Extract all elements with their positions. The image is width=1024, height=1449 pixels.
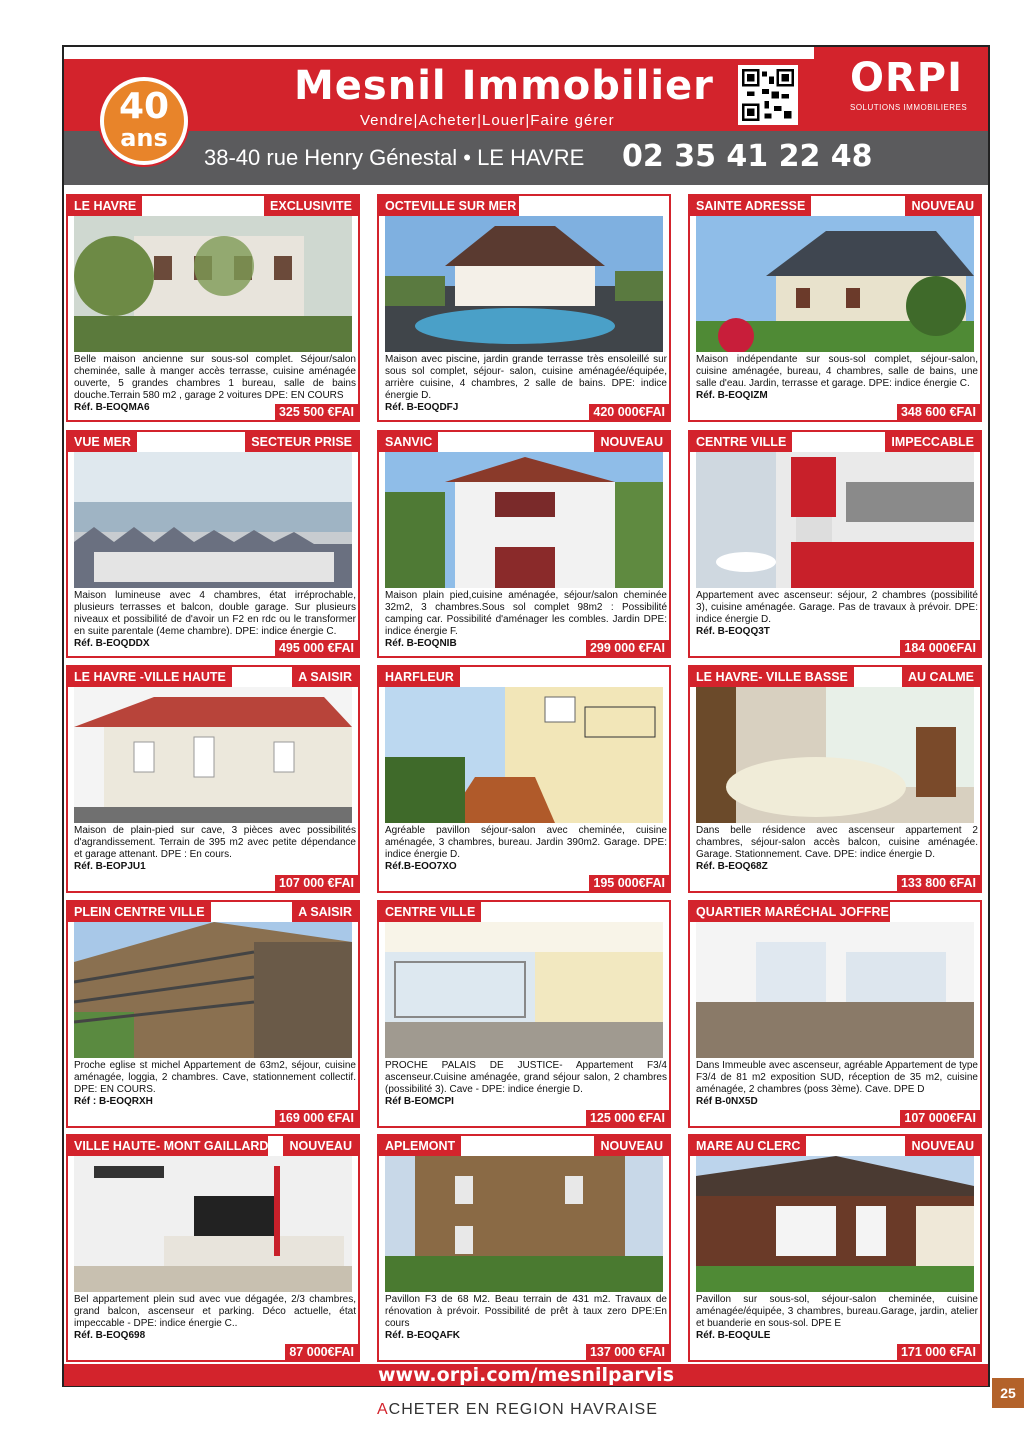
listing-description: [74, 1060, 356, 1108]
listing-description: [696, 1294, 978, 1342]
listing-reference: Réf. B-EOQ68Z: [696, 861, 768, 872]
listing-description: [696, 1060, 978, 1108]
listing-reference: Réf. B-EOQ698: [74, 1330, 146, 1341]
listing-text: Proche eglise st michel Appartement de 63m2, séjour, cuisine aménagée, loggia, 2 chambres. Cave, stationnement collectif. DPE: EN COURS.: [74, 1060, 356, 1095]
listing-price: 87 000€FAI: [285, 1344, 358, 1360]
listing-photo[interactable]: [74, 216, 352, 352]
listing-price: 107 000 €FAI: [275, 875, 358, 891]
listing-reference: Réf. B-EOQDFJ: [385, 402, 459, 413]
listing-tag: NOUVEAU: [283, 1136, 358, 1156]
listing-text: Dans belle résidence avec ascenseur appartement 2 chambres, séjour-salon accès balcon, cuisine aménagée. Garage. Stationnement. Cave. DPE: indice énergie D.: [696, 825, 978, 860]
badge-number: 40: [118, 86, 170, 127]
orpi-brand-box: [814, 47, 988, 131]
listing-reference: Réf. B-EOQDDX: [74, 638, 150, 649]
listing-card[interactable]: [66, 900, 360, 1128]
website-link[interactable]: www.orpi.com/mesnilparvis: [377, 1364, 674, 1386]
listing-photo[interactable]: [696, 1156, 974, 1292]
anniversary-badge: [100, 77, 188, 165]
listing-card[interactable]: [377, 900, 671, 1128]
listing-tag: AU CALME: [902, 667, 980, 687]
listing-description: [696, 590, 978, 638]
listing-text: Bel appartement plein sud avec vue dégagée, 2/3 chambres, grand balcon, ascenseur et parking. Déco actuelle, état impeccable - DPE: indice énergie C..: [74, 1294, 356, 1329]
listing-price: 171 000 €FAI: [897, 1344, 980, 1360]
listing-text: Pavillon F3 de 68 M2. Beau terrain de 431 m2. Travaux de rénovation à prévoir. Possibilité de prêt à taux zero DPE:En cours: [385, 1294, 667, 1329]
listing-price: 195 000€FAI: [589, 875, 669, 891]
listing-price: 495 000 €FAI: [275, 640, 358, 656]
badge-word: ans: [120, 124, 168, 152]
listing-location: CENTRE VILLE: [379, 902, 481, 922]
listing-tag: SECTEUR PRISE: [245, 432, 358, 452]
listing-location: LE HAVRE: [68, 196, 142, 216]
listing-photo[interactable]: [74, 687, 352, 823]
listing-price: 137 000 €FAI: [586, 1344, 669, 1360]
listing-tag: A SAISIR: [292, 902, 358, 922]
listing-location: VUE MER: [68, 432, 137, 452]
qr-code-icon: [738, 65, 798, 125]
listing-tag: NOUVEAU: [905, 1136, 980, 1156]
listing-location: APLEMONT: [379, 1136, 461, 1156]
listing-card[interactable]: [688, 1134, 982, 1362]
listing-location: PLEIN CENTRE VILLE: [68, 902, 211, 922]
listing-card[interactable]: [688, 194, 982, 422]
listing-text: Maison avec piscine, jardin grande terrasse très ensoleillé sur sous sol complet, séjour- salon, cuisine aménagée/équipée, arrière cuisine, 4 chambres, 2 salle de bains. DPE: indice énergie D.: [385, 354, 667, 401]
listing-text: Belle maison ancienne sur sous-sol complet. Séjour/salon cheminée, salle à manger accès terrasse, cuisine aménagée ouverte, 5 grandes chambres 1 bureau, salle de bains douche.Terrain 580 m2 , garage 2 voitures DPE: EN COURS: [74, 354, 356, 401]
listing-description: [385, 1294, 667, 1342]
listing-price: 133 800 €FAI: [897, 875, 980, 891]
listing-tag: EXCLUSIVITE: [264, 196, 358, 216]
listing-card[interactable]: [66, 430, 360, 658]
listing-description: [696, 354, 978, 402]
listing-card[interactable]: [66, 194, 360, 422]
listing-photo[interactable]: [74, 452, 352, 588]
listing-reference: Réf. B-EOQMA6: [74, 402, 150, 413]
listing-text: PROCHE PALAIS DE JUSTICE- Appartement F3/4 ascenseur.Cuisine aménagée, grand séjour salon, 2 chambres (possibilité 3). Cave - DPE: indice énergie D.: [385, 1060, 667, 1095]
listing-text: Maison plain pied,cuisine aménagée, séjour/salon cheminée 32m2, 3 chambres.Sous sol complet 98m2 : Possibilité camping car. Possibilité d'aménager les combles. Jardin DPE: indice énergie F.: [385, 590, 667, 637]
orpi-logo: ORPI: [850, 55, 964, 101]
listing-card[interactable]: [377, 194, 671, 422]
listing-location: QUARTIER MARÉCHAL JOFFRE: [690, 902, 890, 922]
listing-photo[interactable]: [74, 1156, 352, 1292]
listing-card[interactable]: [377, 1134, 671, 1362]
listing-location: LE HAVRE- VILLE BASSE: [690, 667, 854, 687]
listing-reference: Réf. B-EOQQ3T: [696, 626, 770, 637]
listing-tag: NOUVEAU: [594, 432, 669, 452]
listing-card[interactable]: [66, 665, 360, 893]
listing-text: Dans Immeuble avec ascenseur, agréable Appartement de type F3/4 de 81 m2 exposition SUD, réception de 35 m2, cuisine aménagée, 2 chambres (poss 3ème). Cave. DPE D: [696, 1060, 978, 1095]
listing-text: Maison de plain-pied sur cave, 3 pièces avec possibilités d'agrandissement. Terrain de 395 m2 avec petite dépendance et garage attenant. DPE : En cours.: [74, 825, 356, 860]
listing-text: Maison indépendante sur sous-sol complet, séjour-salon, cuisine aménagée, bureau, 4 chambres, salle de bains, une salle d'eau. Jardin, terrasse et garage. DPE: indice énergie C.: [696, 354, 978, 389]
listing-card[interactable]: [377, 430, 671, 658]
listing-card[interactable]: [66, 1134, 360, 1362]
listing-photo[interactable]: [385, 1156, 663, 1292]
listing-card[interactable]: [688, 900, 982, 1128]
listing-reference: Réf B-EOMCPI: [385, 1096, 454, 1107]
listing-photo[interactable]: [74, 922, 352, 1058]
listing-card[interactable]: [377, 665, 671, 893]
listing-photo[interactable]: [385, 452, 663, 588]
listing-tag: IMPECCABLE: [885, 432, 980, 452]
listing-location: MARE AU CLERC: [690, 1136, 806, 1156]
listing-price: 169 000 €FAI: [275, 1110, 358, 1126]
listing-price: 420 000€FAI: [589, 404, 669, 420]
listing-location: VILLE HAUTE- MONT GAILLARD: [68, 1136, 268, 1156]
listing-text: Appartement avec ascenseur: séjour, 2 chambres (possibilité 3), cuisine aménagée. Garage. Pas de travaux à prévoir. DPE: indice énergie D.: [696, 590, 978, 625]
section-footer: [377, 1401, 658, 1419]
listing-tag: NOUVEAU: [905, 196, 980, 216]
agency-tagline: Vendre|Acheter|Louer|Faire gérer: [360, 112, 615, 129]
listing-photo[interactable]: [385, 216, 663, 352]
listing-tag: NOUVEAU: [594, 1136, 669, 1156]
listing-reference: Réf. B-EOQULE: [696, 1330, 771, 1341]
listing-location: CENTRE VILLE: [690, 432, 792, 452]
listing-location: HARFLEUR: [379, 667, 460, 687]
listing-price: 107 000€FAI: [900, 1110, 980, 1126]
listing-price: 348 600 €FAI: [897, 404, 980, 420]
agency-phone: 02 35 41 22 48: [622, 139, 873, 174]
listing-reference: Réf.B-EOO7XO: [385, 861, 457, 872]
page-number: 25: [992, 1378, 1024, 1408]
listing-reference: Réf. B-EOQIZM: [696, 390, 768, 401]
listing-reference: Réf : B-EOQRXH: [74, 1096, 153, 1107]
listing-reference: Réf. B-EOQNIB: [385, 638, 457, 649]
listing-text: Maison lumineuse avec 4 chambres, état irréprochable, plusieurs terrasses et balcon, double garage. Sur plusieurs niveaux et possibilité de d'avoir un F2 en rdc ou le transformer en suite parentale (4eme chambre). DPE: indice énergie C.: [74, 590, 356, 637]
footer-first-letter: A: [377, 1401, 389, 1418]
listing-price: 299 000 €FAI: [586, 640, 669, 656]
listing-photo[interactable]: [696, 216, 974, 352]
listing-reference: Réf. B-EOQAFK: [385, 1330, 460, 1341]
footer-title: CHETER EN REGION HAVRAISE: [388, 1401, 658, 1418]
listing-description: [74, 1294, 356, 1342]
website-bar[interactable]: [64, 1364, 988, 1386]
listing-description: [385, 825, 667, 873]
listing-photo[interactable]: [696, 922, 974, 1058]
listing-photo[interactable]: [696, 687, 974, 823]
listing-price: 325 500 €FAI: [275, 404, 358, 420]
listing-price: 184 000€FAI: [900, 640, 980, 656]
listing-description: [74, 825, 356, 873]
listing-price: 125 000 €FAI: [586, 1110, 669, 1126]
listing-tag: A SAISIR: [292, 667, 358, 687]
listing-description: [696, 825, 978, 873]
agency-header: [64, 47, 988, 185]
agency-address: 38-40 rue Henry Génestal • LE HAVRE: [204, 145, 585, 170]
listing-text: Agréable pavillon séjour-salon avec cheminée, cuisine aménagée, 3 chambres, bureau. Jardin 390m2. Garage. DPE: indice énergie D.: [385, 825, 667, 860]
listing-card[interactable]: [688, 665, 982, 893]
listing-description: [385, 1060, 667, 1108]
listing-location: OCTEVILLE SUR MER: [379, 196, 519, 216]
listing-location: SAINTE ADRESSE: [690, 196, 811, 216]
listing-location: SANVIC: [379, 432, 438, 452]
listing-reference: Réf B-0NX5D: [696, 1096, 758, 1107]
listing-text: Pavillon sur sous-sol, séjour-salon cheminée, cuisine aménagée/équipée, 3 chambres, bureau.Garage, jardin, atelier et buanderie en sous-sol. DPE E: [696, 1294, 978, 1329]
listing-card[interactable]: [688, 430, 982, 658]
listing-photo[interactable]: [696, 452, 974, 588]
listing-photo[interactable]: [385, 687, 663, 823]
orpi-subtitle: SOLUTIONS IMMOBILIERES: [850, 103, 968, 112]
listing-location: LE HAVRE -VILLE HAUTE: [68, 667, 232, 687]
listing-reference: Réf. B-EOPJU1: [74, 861, 146, 872]
agency-name: Mesnil Immobilier: [294, 63, 714, 109]
listing-photo[interactable]: [385, 922, 663, 1058]
